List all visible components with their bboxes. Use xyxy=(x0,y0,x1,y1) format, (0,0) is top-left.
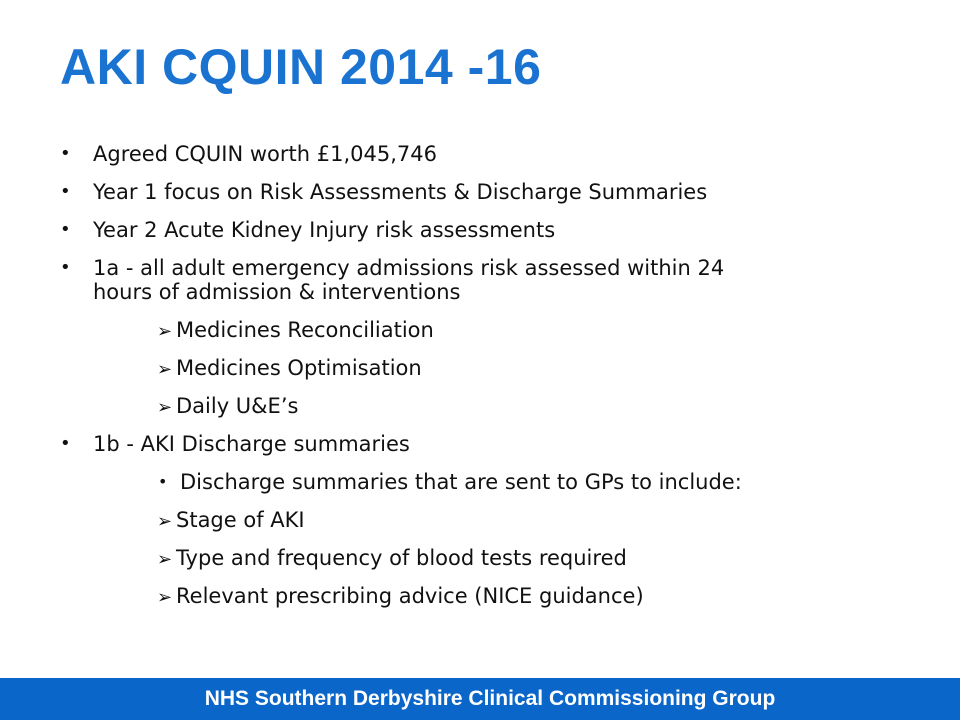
arrow-sub-item xyxy=(0,394,960,418)
bullet-item xyxy=(0,256,960,304)
arrow-bullet-icon: ➢ xyxy=(157,321,173,342)
bullet-text: 1b - AKI Discharge summaries xyxy=(93,432,410,456)
bullet-item xyxy=(0,180,960,204)
slide-title: AKI CQUIN 2014 -16 xyxy=(60,39,542,95)
arrow-sub-text: Medicines Reconciliation xyxy=(176,318,434,342)
arrow-sub-text: Stage of AKI xyxy=(176,508,305,532)
arrow-sub-item xyxy=(0,356,960,380)
bullet-dot-icon: • xyxy=(60,143,71,164)
bullet-text: Agreed CQUIN worth £1,045,746 xyxy=(93,142,437,166)
bullet-item xyxy=(0,432,960,456)
sub-bullet-text: Discharge summaries that are sent to GPs to include: xyxy=(180,470,742,494)
bullet-dot-icon: • xyxy=(60,181,71,202)
arrow-bullet-icon: ➢ xyxy=(157,587,173,608)
arrow-sub-text: Daily U&E’s xyxy=(176,394,299,418)
arrow-sub-text: Type and frequency of blood tests required xyxy=(176,546,627,570)
bullet-dot-icon: • xyxy=(158,472,168,491)
arrow-sub-item xyxy=(0,508,960,532)
arrow-sub-text: Relevant prescribing advice (NICE guidance) xyxy=(176,584,644,608)
arrow-sub-item xyxy=(0,318,960,342)
arrow-sub-item xyxy=(0,546,960,570)
bullet-text: Year 2 Acute Kidney Injury risk assessments xyxy=(93,218,556,242)
arrow-sub-item xyxy=(0,584,960,608)
arrow-bullet-icon: ➢ xyxy=(157,511,173,532)
bullet-item xyxy=(0,218,960,242)
arrow-bullet-icon: ➢ xyxy=(157,359,173,380)
sub-bullet-item xyxy=(0,470,960,494)
arrow-sub-text: Medicines Optimisation xyxy=(176,356,422,380)
bullet-text-line-2: hours of admission & interventions xyxy=(93,280,461,304)
bullet-dot-icon: • xyxy=(60,219,71,240)
bullet-text-line-1: 1a - all adult emergency admissions risk assessed within 24 xyxy=(93,256,725,280)
arrow-bullet-icon: ➢ xyxy=(157,397,173,418)
footer-bar xyxy=(0,678,960,720)
slide-content xyxy=(0,142,960,622)
bullet-text: Year 1 focus on Risk Assessments & Discharge Summaries xyxy=(93,180,708,204)
footer-text: NHS Southern Derbyshire Clinical Commissioning Group xyxy=(204,687,776,710)
bullet-item xyxy=(0,142,960,166)
arrow-bullet-icon: ➢ xyxy=(157,549,173,570)
bullet-dot-icon: • xyxy=(60,433,71,454)
bullet-dot-icon: • xyxy=(60,257,71,278)
